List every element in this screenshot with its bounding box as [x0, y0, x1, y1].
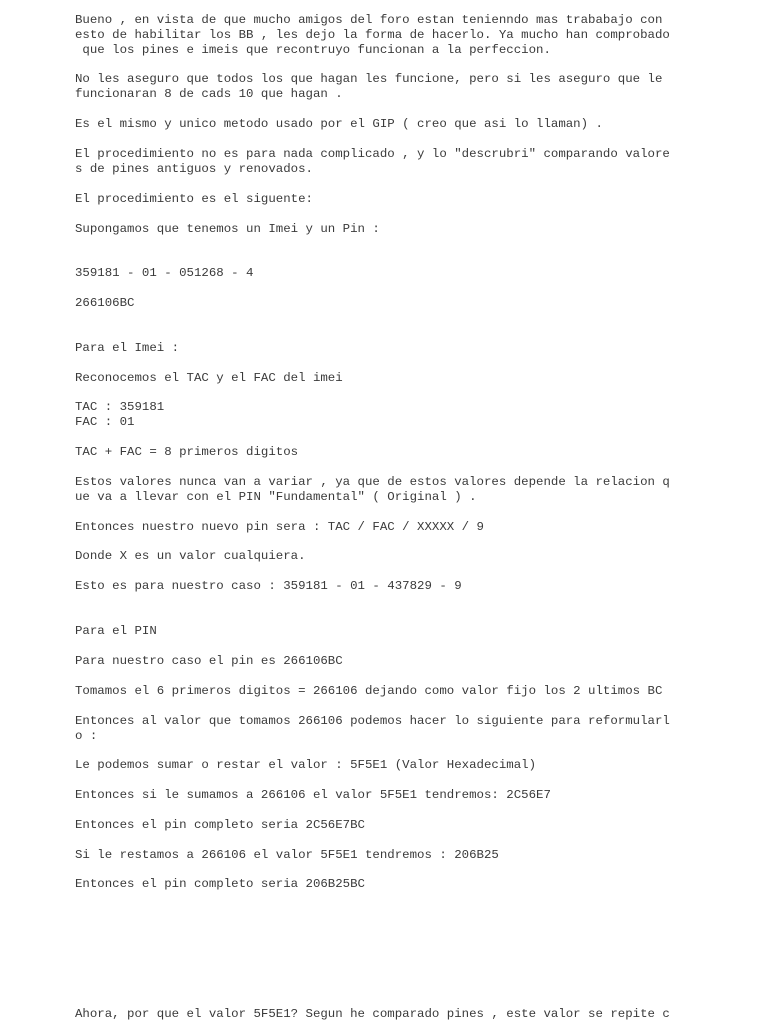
text-line: El procedimiento es el siguente: [75, 192, 313, 206]
text-line: Para el PIN [75, 624, 157, 638]
text-line: Esto es para nuestro caso : 359181 - 01 - 437829 - 9 [75, 579, 462, 593]
text-line: Entonces nuestro nuevo pin sera : TAC / FAC / XXXXX / 9 [75, 520, 484, 534]
text-line: TAC + FAC = 8 primeros digitos [75, 445, 299, 459]
text-line: Entonces el pin completo seria 206B25BC [75, 877, 365, 891]
text-line: Si le restamos a 266106 el valor 5F5E1 tendremos : 206B25 [75, 848, 499, 862]
text-line: esto de habilitar los BB , les dejo la forma de hacerlo. Ya mucho han comprobado [75, 28, 670, 42]
text-line: s de pines antiguos y renovados. [75, 162, 313, 176]
text-line: que los pines e imeis que recontruyo funcionan a la perfeccion. [75, 43, 551, 57]
text-line: Tomamos el 6 primeros digitos = 266106 dejando como valor fijo los 2 ultimos BC [75, 684, 663, 698]
text-line: Para nuestro caso el pin es 266106BC [75, 654, 343, 668]
text-line: Reconocemos el TAC y el FAC del imei [75, 371, 343, 385]
text-line: funcionaran 8 de cads 10 que hagan . [75, 87, 343, 101]
text-line: No les aseguro que todos los que hagan les funcione, pero si les aseguro que le [75, 72, 663, 86]
text-line: Donde X es un valor cualquiera. [75, 549, 306, 563]
text-line: Bueno , en vista de que mucho amigos del foro estan tenienndo mas trababajo con [75, 13, 663, 27]
text-line: o : [75, 729, 98, 743]
text-line: Entonces al valor que tomamos 266106 podemos hacer lo siguiente para reformularl [75, 714, 670, 728]
text-line: 266106BC [75, 296, 135, 310]
text-line: Ahora, por que el valor 5F5E1? Segun he comparado pines , este valor se repite c [75, 1007, 670, 1021]
text-line: Supongamos que tenemos un Imei y un Pin : [75, 222, 380, 236]
text-line: Estos valores nunca van a variar , ya que de estos valores depende la relacion q [75, 475, 670, 489]
text-line: FAC : 01 [75, 415, 135, 429]
text-line: Entonces el pin completo seria 2C56E7BC [75, 818, 365, 832]
text-line: Es el mismo y unico metodo usado por el GIP ( creo que asi lo llaman) . [75, 117, 603, 131]
text-line: Para el Imei : [75, 341, 180, 355]
text-line: TAC : 359181 [75, 400, 165, 414]
text-line: Le podemos sumar o restar el valor : 5F5E1 (Valor Hexadecimal) [75, 758, 537, 772]
text-line: 359181 - 01 - 051268 - 4 [75, 266, 254, 280]
text-line: El procedimiento no es para nada complicado , y lo "descrubri" comparando valore [75, 147, 670, 161]
text-line: ue va a llevar con el PIN "Fundamental" ( Original ) . [75, 490, 477, 504]
text-line: Entonces si le sumamos a 266106 el valor 5F5E1 tendremos: 2C56E7 [75, 788, 551, 802]
